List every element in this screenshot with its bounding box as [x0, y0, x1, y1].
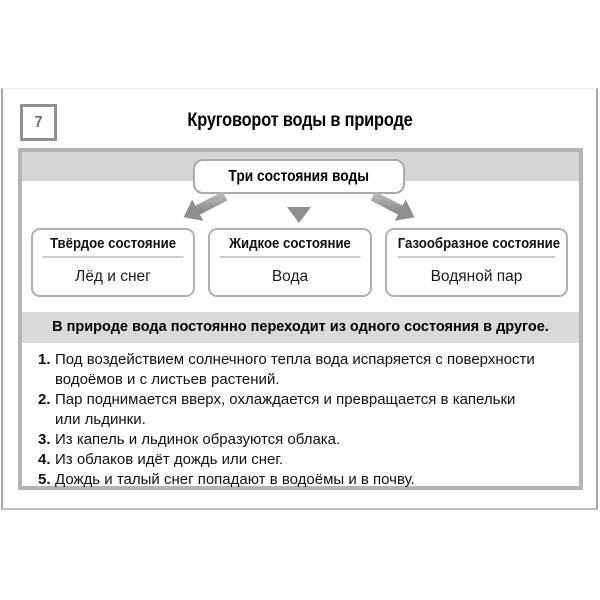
steps-list [22, 350, 579, 490]
step-number: 3. [38, 431, 51, 448]
step-line: водоёмов и с листьев растений. [55, 371, 280, 388]
step-item [22, 390, 579, 430]
step-number: 4. [38, 451, 51, 468]
root-state-label: Три состояния воды [228, 167, 370, 185]
state-title: Газообразное состояние [398, 230, 556, 258]
diagram-panel [18, 148, 583, 490]
step-number: 2. [38, 391, 51, 408]
step-line: Из облаков идёт дождь или снег. [55, 451, 284, 468]
state-title: Твёрдое состояние [43, 230, 184, 258]
state-value: Водяной пар [430, 268, 523, 285]
state-value: Лёд и снег [75, 268, 151, 285]
step-number: 5. [38, 471, 51, 488]
state-box-solid [31, 228, 195, 297]
card-number: 7 [34, 113, 43, 131]
step-item [22, 350, 579, 390]
state-value: Вода [271, 268, 309, 285]
step-line: или льдинки. [55, 411, 146, 428]
state-box-liquid [208, 228, 372, 297]
states-row [22, 228, 579, 297]
step-line: Из капель и льдинок образуются облака. [55, 431, 341, 448]
step-number: 1. [38, 351, 51, 368]
root-state-box [193, 159, 405, 194]
state-box-gas [385, 228, 568, 297]
statement-bar: В природе вода постоянно переходит из одного состояния в другое. [22, 312, 579, 343]
step-line: Дождь и талый снег попадают в водоёмы и в почву. [55, 471, 415, 488]
step-line: Под воздействием солнечного тепла вода испаряется с поверхности [55, 351, 535, 368]
step-item [22, 470, 579, 490]
step-line: Пар поднимается вверх, охлаждается и превращается в капельки [55, 391, 516, 408]
step-item [22, 430, 579, 450]
step-item [22, 450, 579, 470]
page-title: Круговорот воды в природе [187, 110, 413, 131]
branch-arrows-icon [22, 192, 579, 226]
state-title: Жидкое состояние [220, 230, 361, 258]
